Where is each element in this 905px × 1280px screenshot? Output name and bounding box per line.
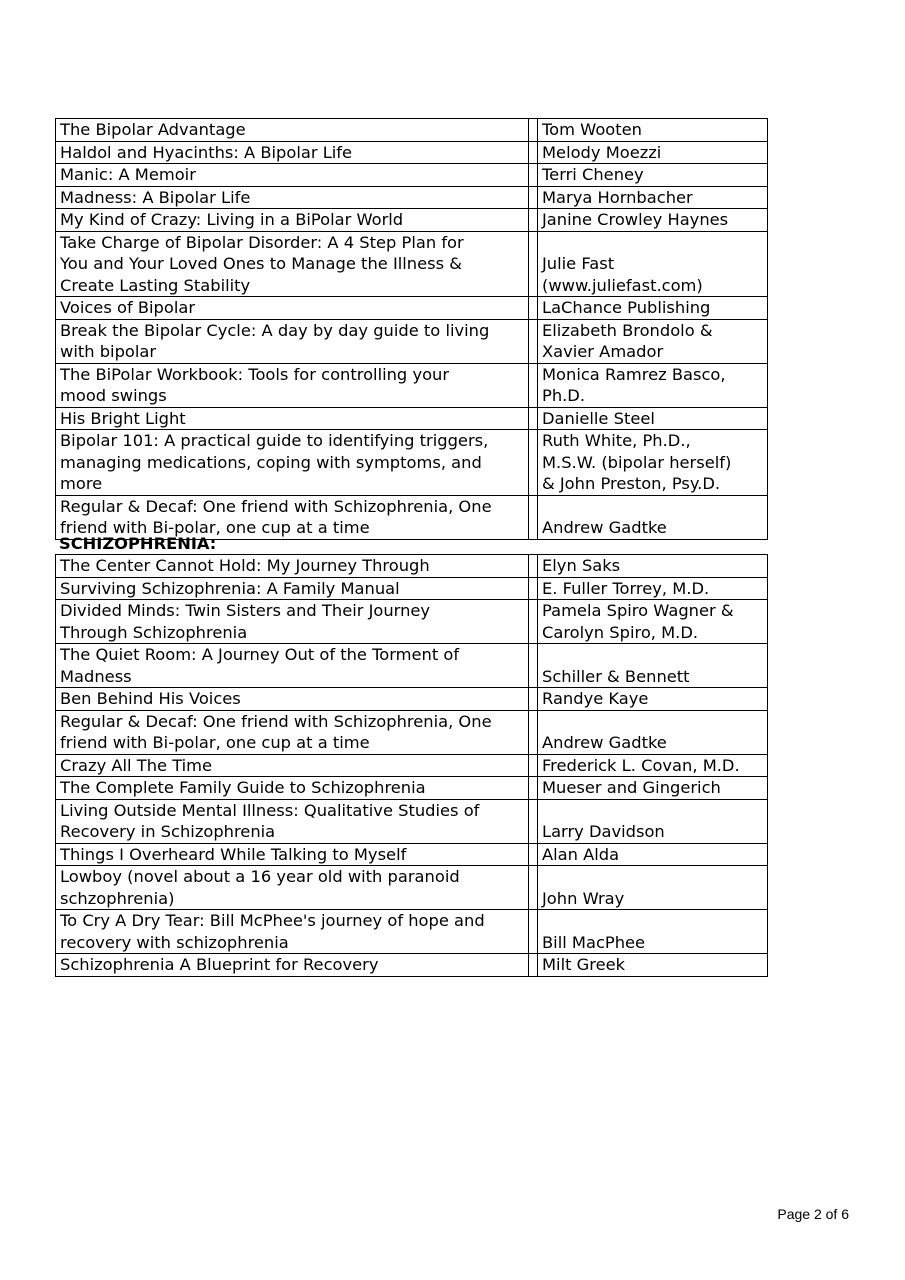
book-title: The Center Cannot Hold: My Journey Through (56, 555, 529, 578)
book-title: Manic: A Memoir (56, 164, 529, 187)
book-row (56, 555, 768, 578)
book-row (56, 231, 768, 297)
spacer-cell (529, 954, 538, 977)
book-row (56, 910, 768, 954)
spacer-cell (529, 688, 538, 711)
spacer-cell (529, 577, 538, 600)
book-title: Crazy All The Time (56, 754, 529, 777)
book-title: The BiPolar Workbook: Tools for controlling your mood swings (56, 363, 529, 407)
book-author: E. Fuller Torrey, M.D. (538, 577, 768, 600)
book-row (56, 866, 768, 910)
book-title: The Quiet Room: A Journey Out of the Torment of Madness (56, 644, 529, 688)
book-row (56, 119, 768, 142)
book-title: Take Charge of Bipolar Disorder: A 4 Step Plan for You and Your Loved Ones to Manage the Illness & Create Lasting Stability (56, 231, 529, 297)
book-title: Things I Overheard While Talking to Myself (56, 843, 529, 866)
book-title: Break the Bipolar Cycle: A day by day guide to living with bipolar (56, 319, 529, 363)
spacer-cell (529, 495, 538, 539)
book-title: Bipolar 101: A practical guide to identifying triggers, managing medications, coping with symptoms, and more (56, 430, 529, 496)
schizophrenia-books-table (55, 554, 768, 977)
bipolar-books-table (55, 118, 768, 540)
book-row (56, 363, 768, 407)
book-row (56, 600, 768, 644)
book-title: Lowboy (novel about a 16 year old with paranoid schzophrenia) (56, 866, 529, 910)
spacer-cell (529, 407, 538, 430)
book-author: Mueser and Gingerich (538, 777, 768, 800)
book-row (56, 319, 768, 363)
spacer-cell (529, 319, 538, 363)
book-title: Regular & Decaf: One friend with Schizophrenia, One friend with Bi-polar, one cup at a time (56, 710, 529, 754)
book-row (56, 688, 768, 711)
book-row (56, 495, 768, 539)
book-row (56, 777, 768, 800)
book-author: Danielle Steel (538, 407, 768, 430)
book-row (56, 407, 768, 430)
page-number: Page 2 of 6 (777, 1206, 849, 1222)
book-author: Pamela Spiro Wagner & Carolyn Spiro, M.D. (538, 600, 768, 644)
spacer-cell (529, 141, 538, 164)
book-title: Living Outside Mental Illness: Qualitative Studies of Recovery in Schizophrenia (56, 799, 529, 843)
spacer-cell (529, 644, 538, 688)
spacer-cell (529, 119, 538, 142)
book-author: Janine Crowley Haynes (538, 209, 768, 232)
book-row (56, 164, 768, 187)
spacer-cell (529, 710, 538, 754)
book-row (56, 141, 768, 164)
book-title: Regular & Decaf: One friend with Schizophrenia, One friend with Bi-polar, one cup at a time (56, 495, 529, 539)
book-author: Terri Cheney (538, 164, 768, 187)
book-title: Ben Behind His Voices (56, 688, 529, 711)
spacer-cell (529, 866, 538, 910)
book-title: My Kind of Crazy: Living in a BiPolar World (56, 209, 529, 232)
book-author: Milt Greek (538, 954, 768, 977)
spacer-cell (529, 555, 538, 578)
book-title: Voices of Bipolar (56, 297, 529, 320)
book-author: Andrew Gadtke (538, 495, 768, 539)
book-author: Schiller & Bennett (538, 644, 768, 688)
book-author: LaChance Publishing (538, 297, 768, 320)
book-author: John Wray (538, 866, 768, 910)
book-author: Randye Kaye (538, 688, 768, 711)
spacer-cell (529, 430, 538, 496)
book-title: Madness: A Bipolar Life (56, 186, 529, 209)
schizophrenia-heading: SCHIZOPHRENIA: (59, 534, 217, 553)
book-title: The Complete Family Guide to Schizophrenia (56, 777, 529, 800)
book-row (56, 186, 768, 209)
book-author: Tom Wooten (538, 119, 768, 142)
book-author: Alan Alda (538, 843, 768, 866)
book-author: Julie Fast (www.juliefast.com) (538, 231, 768, 297)
book-author: Bill MacPhee (538, 910, 768, 954)
book-row (56, 799, 768, 843)
book-row (56, 843, 768, 866)
book-title: Surviving Schizophrenia: A Family Manual (56, 577, 529, 600)
book-row (56, 644, 768, 688)
book-author: Monica Ramrez Basco, Ph.D. (538, 363, 768, 407)
spacer-cell (529, 231, 538, 297)
book-row (56, 710, 768, 754)
book-title: Schizophrenia A Blueprint for Recovery (56, 954, 529, 977)
spacer-cell (529, 297, 538, 320)
book-title: The Bipolar Advantage (56, 119, 529, 142)
book-title: Haldol and Hyacinths: A Bipolar Life (56, 141, 529, 164)
spacer-cell (529, 600, 538, 644)
book-row (56, 577, 768, 600)
spacer-cell (529, 209, 538, 232)
book-author: Elyn Saks (538, 555, 768, 578)
book-author: Elizabeth Brondolo & Xavier Amador (538, 319, 768, 363)
spacer-cell (529, 799, 538, 843)
book-row (56, 209, 768, 232)
spacer-cell (529, 363, 538, 407)
book-author: Marya Hornbacher (538, 186, 768, 209)
book-author: Ruth White, Ph.D., M.S.W. (bipolar herself) & John Preston, Psy.D. (538, 430, 768, 496)
book-row (56, 430, 768, 496)
book-author: Larry Davidson (538, 799, 768, 843)
spacer-cell (529, 843, 538, 866)
book-author: Melody Moezzi (538, 141, 768, 164)
book-title: To Cry A Dry Tear: Bill McPhee's journey of hope and recovery with schizophrenia (56, 910, 529, 954)
spacer-cell (529, 910, 538, 954)
book-author: Frederick L. Covan, M.D. (538, 754, 768, 777)
book-row (56, 297, 768, 320)
book-title: Divided Minds: Twin Sisters and Their Journey Through Schizophrenia (56, 600, 529, 644)
spacer-cell (529, 164, 538, 187)
spacer-cell (529, 777, 538, 800)
spacer-cell (529, 186, 538, 209)
book-author: Andrew Gadtke (538, 710, 768, 754)
book-title: His Bright Light (56, 407, 529, 430)
book-row (56, 954, 768, 977)
spacer-cell (529, 754, 538, 777)
book-row (56, 754, 768, 777)
